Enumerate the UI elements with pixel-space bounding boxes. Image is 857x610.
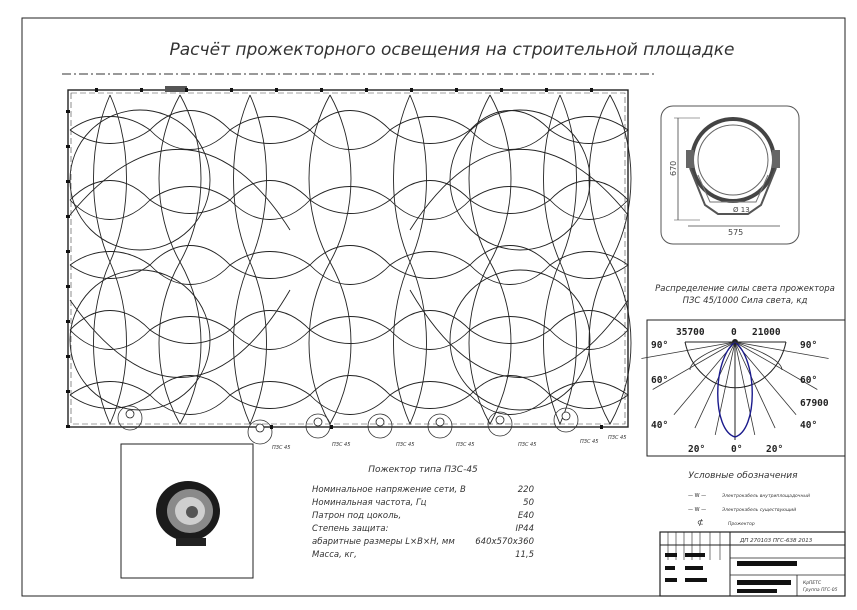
- cable-mark: [66, 320, 70, 323]
- illuminance-curve: [309, 95, 351, 262]
- angle-bottom-left: 20°: [688, 444, 706, 455]
- illuminance-curve: [470, 111, 550, 150]
- stamp-filled-block: [737, 589, 777, 593]
- illuminance-curve: [544, 262, 577, 424]
- floodlight-fixtures: [118, 86, 578, 444]
- cable-mark: [66, 355, 70, 358]
- polar-ray: [695, 342, 735, 428]
- cable-mark: [365, 88, 368, 92]
- illuminance-curve: [230, 181, 310, 220]
- floodlight-top-mark: [165, 86, 187, 92]
- lamp-ear-left: [686, 150, 694, 168]
- illuminance-curve: [469, 95, 511, 262]
- legend-list: [688, 493, 810, 527]
- floodlight-symbol-icon: ⊄: [697, 518, 704, 527]
- illuminance-curve: [230, 311, 310, 350]
- drawing-title: Расчёт прожекторного освещения на строительной площадке: [169, 40, 735, 60]
- legend-text: Электрокабель существующий: [722, 508, 797, 513]
- illuminance-curve: [150, 317, 230, 344]
- fixture-tag: ПЗС 45: [396, 442, 415, 448]
- cable-mark: [185, 88, 188, 92]
- light-distribution-diagram: [641, 320, 845, 456]
- legend-symbol: — W —: [688, 507, 707, 513]
- illuminance-curve: [70, 117, 150, 144]
- fixture-tags: [272, 435, 626, 451]
- illuminance-loop: [70, 110, 210, 250]
- cable-mark: [66, 180, 70, 183]
- illuminance-curve: [550, 382, 628, 409]
- stamp-filled-block: [737, 580, 791, 585]
- cable-mark: [320, 88, 323, 92]
- illuminance-curve: [150, 246, 230, 285]
- illuminance-curve: [150, 376, 230, 415]
- cable-mark: [270, 425, 273, 429]
- fixture-tag: ПЗС 45: [272, 445, 291, 451]
- cable-mark: [66, 110, 70, 113]
- spec-label: Патрон под цоколь,: [312, 511, 402, 521]
- cable-mark: [66, 285, 70, 288]
- value-top-left: 35700: [676, 327, 705, 338]
- cable-mark: [95, 88, 98, 92]
- spec-label: Степень защита:: [312, 524, 389, 534]
- illuminance-curve: [390, 181, 470, 220]
- angle-right-90: 90°: [800, 340, 818, 351]
- illuminance-curve: [150, 187, 230, 214]
- illuminance-curve: [550, 117, 628, 144]
- spec-value: 220: [517, 485, 534, 495]
- angle-right-60: 60°: [800, 375, 818, 386]
- photo-lamp-bulb: [186, 506, 198, 518]
- illuminance-curve: [390, 252, 470, 279]
- illuminance-curve: [394, 262, 427, 424]
- illuminance-arc: [410, 290, 628, 378]
- fixture-tag: ПЗС 45: [608, 435, 627, 441]
- illuminance-curve: [390, 311, 470, 350]
- cable-mark: [545, 88, 548, 92]
- spec-value: 640х570х360: [475, 537, 534, 547]
- spec-label: Номинальная частота, Гц: [312, 498, 427, 508]
- fixture-tag: ПЗС 45: [456, 442, 475, 448]
- illuminance-curve: [94, 95, 127, 262]
- floodlight-photo: [121, 444, 253, 578]
- spec-value: Е40: [517, 511, 534, 521]
- illuminance-curve: [94, 262, 127, 424]
- angle-left-40: 40°: [651, 420, 669, 431]
- lamp-body-inner: [698, 125, 768, 195]
- illuminance-curves: [70, 95, 631, 424]
- title-block: [660, 532, 845, 596]
- floodlight-icon: [314, 418, 322, 426]
- cable-mark: [140, 88, 143, 92]
- stamp-filled-block: [665, 553, 677, 557]
- polar-ray: [735, 342, 775, 428]
- legend-symbol: — W —: [688, 493, 707, 499]
- specs-heading: Пожектор типа ПЗС-45: [368, 465, 478, 475]
- spec-value: IP44: [515, 524, 534, 534]
- angle-right-40: 40°: [800, 420, 818, 431]
- cable-mark: [455, 88, 458, 92]
- angle-bottom-center: 0°: [731, 444, 743, 455]
- floodlight-icon: [376, 418, 384, 426]
- floodlight-icon: [496, 416, 504, 424]
- illuminance-curve: [230, 117, 310, 144]
- cable-mark: [66, 145, 70, 148]
- spec-label: Масса, кг,: [312, 550, 357, 560]
- cable-mark: [66, 390, 70, 393]
- illuminance-curve: [70, 181, 150, 220]
- spec-label: Номинальное напряжение сети, В: [312, 485, 466, 495]
- angle-left-90: 90°: [651, 340, 669, 351]
- cable-mark: [66, 425, 70, 428]
- specs-table: [312, 485, 534, 560]
- cable-mark: [66, 215, 70, 218]
- stamp-filled-block: [685, 578, 707, 582]
- value-top-center: 0: [731, 327, 737, 338]
- cable-mark: [590, 88, 593, 92]
- illuminance-curve: [310, 111, 390, 150]
- width-label: 575: [728, 228, 744, 237]
- floodlight-icon: [126, 410, 134, 418]
- illuminance-curve: [230, 252, 310, 279]
- spec-label: абаритные размеры L×B×H, мм: [312, 537, 455, 547]
- diameter-label: Ø 13: [733, 206, 750, 214]
- stamp-org: КрПЕТС: [803, 581, 822, 586]
- stamp-group: Группа ПГС-05: [803, 588, 838, 593]
- legend-heading: Условные обозначения: [688, 471, 798, 481]
- angle-left-60: 60°: [651, 375, 669, 386]
- stamp-filled-block: [685, 553, 705, 557]
- legend-text: Прожектор: [728, 522, 755, 527]
- spec-value: 50: [523, 498, 534, 508]
- floodlight-icon: [562, 412, 570, 420]
- stamp-filled-block: [685, 566, 703, 570]
- floodlight-icon: [436, 418, 444, 426]
- value-right: 67900: [800, 398, 829, 409]
- illuminance-curve: [234, 262, 267, 424]
- fixture-tag: ПЗС 45: [518, 442, 537, 448]
- cable-mark: [66, 250, 70, 253]
- illuminance-curve: [230, 382, 310, 409]
- floodlight-icon: [256, 424, 264, 432]
- stamp-filled-block: [665, 578, 677, 582]
- distribution-caption-2: ПЗС 45/1000 Сила света, кд: [682, 296, 808, 306]
- stamp-filled-block: [737, 561, 797, 566]
- site-plan: [66, 86, 631, 444]
- mount-bracket-inner: [698, 175, 768, 202]
- dimension-frame: [661, 106, 799, 244]
- spec-value: 11,5: [515, 550, 534, 560]
- cable-mark: [230, 88, 233, 92]
- value-top-right: 21000: [752, 327, 781, 338]
- fixture-tag: ПЗС 45: [332, 442, 351, 448]
- illuminance-loop: [450, 270, 590, 410]
- lamp-ear-right: [772, 150, 780, 168]
- illuminance-curve: [70, 382, 150, 409]
- distribution-caption-1: Распределение силы света прожектора: [655, 284, 835, 294]
- floodlight-dimension-drawing: [661, 106, 799, 244]
- illuminance-curve: [390, 382, 470, 409]
- legend-text: Электрокабель внутриплощадочный: [722, 494, 810, 499]
- illuminance-arc: [70, 290, 290, 378]
- illuminance-curve: [390, 117, 470, 144]
- angle-bottom-right: 20°: [766, 444, 784, 455]
- stamp-filled-block: [665, 566, 675, 570]
- cable-mark: [600, 425, 603, 429]
- cable-mark: [275, 88, 278, 92]
- photo-lamp-stand: [176, 538, 206, 546]
- stamp-code: ДП 270103 ПГС-638 2013: [740, 538, 813, 544]
- cable-mark: [410, 88, 413, 92]
- fixture-tag: ПЗС 45: [580, 439, 599, 445]
- height-label: 670: [669, 160, 678, 176]
- cable-mark: [330, 425, 333, 429]
- illuminance-curve: [70, 252, 150, 279]
- cable-mark: [500, 88, 503, 92]
